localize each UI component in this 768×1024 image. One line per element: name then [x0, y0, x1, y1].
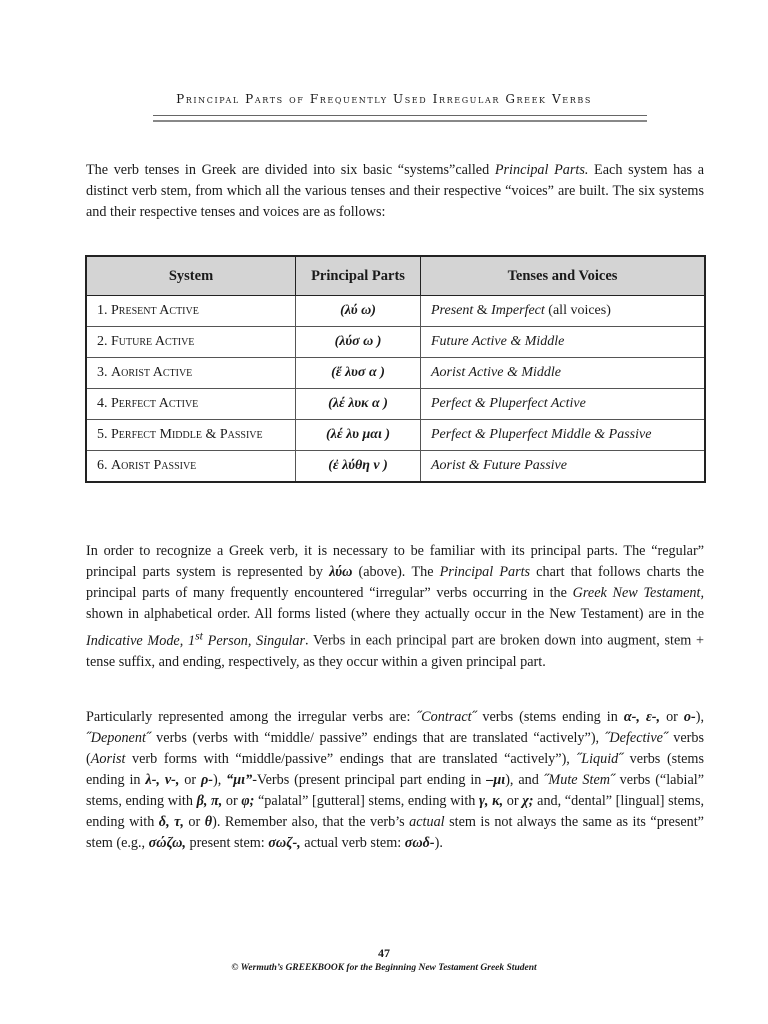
principal-parts-table: [85, 255, 706, 483]
footer-copyright: © Wermuth’s GREEKBOOK for the Beginning New Testament Greek Student: [231, 963, 537, 973]
system-cell: 5. Perfect Middle & Passive: [86, 420, 296, 451]
irregular-verbs-paragraph: Particularly represented among the irregular verbs are: ˝Contract˝ verbs (stems ending in α-, ε-, or ο-), ˝Deponent˝ verbs (verbs with “middle/ passive” endings that are translated “actively”), ˝Defective˝ verbs (Aorist verb forms with “middle/passive” endings that are translated “actively”), ˝Liquid˝ verbs (stems ending in λ-, ν-, or ρ-), “μι”-Verbs (present principal part ending in –μι), and ˝Mute Stem˝ verbs (“labial” stems, ending with β, π, or φ; “palatal” [gutteral] stems, ending with γ, κ, or χ; and, “dental” [lingual] stems, ending with δ, τ, or θ). Remember also, that the verb’s actual stem is not always the same as its “present” stem (e.g., σώζω, present stem: σωζ-, actual verb stem: σωδ-).: [86, 709, 705, 851]
principal-part-cell: (ἐ λύθη ν ): [296, 451, 421, 483]
table-row: [86, 296, 705, 327]
title-rule-top: [153, 115, 647, 116]
title-rule-bottom: [153, 120, 647, 122]
table-row: [86, 358, 705, 389]
intro-paragraph: The verb tenses in Greek are divided into six basic “systems”called Principal Parts. Each system has a distinct verb stem, from which all the various tenses and their respective “voices” are built. The six systems and their respective tenses and voices are as follows:: [86, 162, 704, 220]
table-row: [86, 327, 705, 358]
system-cell: 4. Perfect Active: [86, 389, 296, 420]
system-cell: 2. Future Active: [86, 327, 296, 358]
tenses-cell: Perfect & Pluperfect Middle & Passive: [421, 420, 706, 451]
system-cell: 1. Present Active: [86, 296, 296, 327]
header-principal-parts: Principal Parts: [296, 256, 421, 296]
principal-part-cell: (λύ ω): [296, 296, 421, 327]
table-header-row: [86, 256, 705, 296]
principal-part-cell: (λύσ ω ): [296, 327, 421, 358]
system-cell: 3. Aorist Active: [86, 358, 296, 389]
tenses-cell: Future Active & Middle: [421, 327, 706, 358]
tenses-cell: Perfect & Pluperfect Active: [421, 389, 706, 420]
principal-part-cell: (λέ λυ μαι ): [296, 420, 421, 451]
tenses-cell: Aorist & Future Passive: [421, 451, 706, 483]
tenses-cell: Aorist Active & Middle: [421, 358, 706, 389]
table-row: [86, 451, 705, 483]
page-number: 47: [378, 946, 390, 960]
principal-part-cell: (λέ λυκ α ): [296, 389, 421, 420]
page-title: Principal Parts of Frequently Used Irregular Greek Verbs: [176, 92, 592, 106]
header-tenses-voices: Tenses and Voices: [421, 256, 706, 296]
tenses-cell: Present & Imperfect (all voices): [421, 296, 706, 327]
system-cell: 6. Aorist Passive: [86, 451, 296, 483]
table-row: [86, 389, 705, 420]
principal-parts-paragraph: In order to recognize a Greek verb, it is necessary to be familiar with its principal parts. The “regular” principal parts system is represented by λύω (above). The Principal Parts chart that follows charts the principal parts of many frequently encountered “irregular” verbs occurring in the Greek New Testament, shown in alphabetical order. All forms listed (where they actually occur in the New Testament) are in the Indicative Mode, 1st Person, Singular. Verbs in each principal part are broken down into augment, stem + tense suffix, and ending, respectively, as they occur within a given principal part.: [86, 543, 705, 670]
principal-part-cell: (ἔ λυσ α ): [296, 358, 421, 389]
header-system: System: [86, 256, 296, 296]
table-row: [86, 420, 705, 451]
